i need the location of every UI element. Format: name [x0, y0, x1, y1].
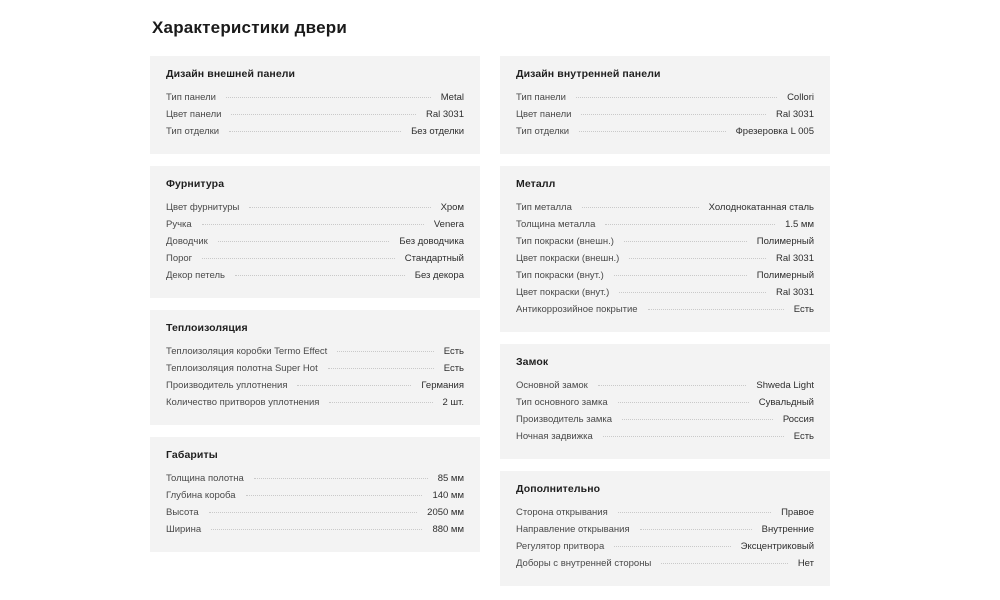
spec-row	[166, 250, 464, 267]
spec-dot-leader	[231, 114, 416, 115]
spec-dot-leader	[235, 275, 405, 276]
spec-row	[516, 411, 814, 428]
spec-label: Тип панели	[516, 92, 566, 103]
spec-dot-leader	[614, 546, 730, 547]
card-metal	[500, 166, 830, 332]
spec-label: Ночная задвижка	[516, 431, 593, 442]
spec-dot-leader	[640, 529, 752, 530]
spec-label: Цвет панели	[166, 109, 222, 120]
spec-row	[166, 377, 464, 394]
spec-value: Нет	[797, 558, 814, 569]
spec-dot-leader	[576, 97, 777, 98]
spec-value: Россия	[782, 414, 814, 425]
spec-dot-leader	[337, 351, 433, 352]
spec-value: Ral 3031	[425, 109, 464, 120]
spec-value: Германия	[421, 380, 464, 391]
spec-dot-leader	[202, 258, 395, 259]
spec-label: Теплоизоляция коробки Termo Effect	[166, 346, 328, 357]
spec-label: Высота	[166, 507, 199, 518]
spec-label: Регулятор притвора	[516, 541, 605, 552]
spec-label: Толщина металла	[516, 219, 596, 230]
specifications-columns	[150, 56, 850, 586]
spec-dot-leader	[598, 385, 747, 386]
spec-row	[516, 199, 814, 216]
spec-dot-leader	[254, 478, 428, 479]
spec-label: Декор петель	[166, 270, 226, 281]
spec-label: Тип металла	[516, 202, 572, 213]
spec-row	[516, 377, 814, 394]
spec-label: Основной замок	[516, 380, 588, 391]
spec-value: Без доводчика	[399, 236, 464, 247]
spec-row	[166, 394, 464, 411]
card-additional	[500, 471, 830, 586]
spec-row	[516, 250, 814, 267]
spec-value: Полимерный	[756, 236, 814, 247]
card-dimensions	[150, 437, 480, 552]
spec-label: Тип покраски (внешн.)	[516, 236, 614, 247]
spec-value: 85 мм	[437, 473, 464, 484]
card-title: Габариты	[166, 449, 218, 461]
spec-value: Venera	[433, 219, 464, 230]
spec-dot-leader	[218, 241, 390, 242]
spec-row	[516, 233, 814, 250]
spec-value: Сувальдный	[758, 397, 814, 408]
left-column	[150, 56, 480, 552]
spec-dot-leader	[581, 114, 766, 115]
spec-row	[516, 216, 814, 233]
spec-row	[516, 394, 814, 411]
spec-value: 880 мм	[432, 524, 464, 535]
spec-value: 2 шт.	[442, 397, 464, 408]
spec-row	[516, 555, 814, 572]
spec-row	[516, 89, 814, 106]
spec-label: Толщина полотна	[166, 473, 244, 484]
spec-label: Цвет покраски (внут.)	[516, 287, 610, 298]
spec-dot-leader	[209, 512, 418, 513]
spec-dot-leader	[579, 131, 725, 132]
spec-dot-leader	[661, 563, 788, 564]
spec-label: Ручка	[166, 219, 192, 230]
spec-row	[516, 504, 814, 521]
card-title: Теплоизоляция	[166, 322, 248, 334]
spec-value: 2050 мм	[427, 507, 464, 518]
spec-dot-leader	[582, 207, 699, 208]
spec-value: Эксцентриковый	[740, 541, 814, 552]
spec-dot-leader	[328, 368, 434, 369]
card-lock	[500, 344, 830, 459]
spec-label: Доборы с внутренней стороны	[516, 558, 652, 569]
spec-value: Правое	[781, 507, 814, 518]
spec-value: Есть	[793, 304, 814, 315]
spec-row	[516, 106, 814, 123]
spec-value: Metal	[440, 92, 464, 103]
right-column	[500, 56, 830, 586]
card-title: Замок	[516, 356, 549, 368]
spec-row	[516, 301, 814, 318]
spec-label: Сторона открывания	[516, 507, 608, 518]
spec-label: Цвет покраски (внешн.)	[516, 253, 620, 264]
spec-value: Ral 3031	[775, 253, 814, 264]
spec-value: Есть	[443, 346, 464, 357]
card-exterior-panel-design	[150, 56, 480, 154]
spec-label: Доводчик	[166, 236, 208, 247]
card-title: Металл	[516, 178, 556, 190]
card-thermal-insulation	[150, 310, 480, 425]
spec-value: Shweda Light	[756, 380, 814, 391]
spec-label: Тип отделки	[516, 126, 570, 137]
spec-row	[166, 470, 464, 487]
spec-row	[166, 343, 464, 360]
spec-dot-leader	[297, 385, 411, 386]
spec-row	[166, 521, 464, 538]
spec-value: Стандартный	[404, 253, 464, 264]
card-title: Фурнитура	[166, 178, 225, 190]
spec-value: Внутренние	[761, 524, 814, 535]
spec-dot-leader	[603, 436, 784, 437]
spec-dot-leader	[211, 529, 422, 530]
spec-label: Тип покраски (внут.)	[516, 270, 604, 281]
spec-label: Производитель уплотнения	[166, 380, 288, 391]
spec-value: Ral 3031	[775, 287, 814, 298]
page-title: Характеристики двери	[152, 18, 347, 37]
spec-dot-leader	[246, 495, 423, 496]
spec-value: Ral 3031	[775, 109, 814, 120]
spec-value: Без отделки	[411, 126, 464, 137]
spec-label: Тип отделки	[166, 126, 220, 137]
card-interior-panel-design	[500, 56, 830, 154]
spec-dot-leader	[249, 207, 430, 208]
spec-row	[166, 106, 464, 123]
spec-row	[516, 538, 814, 555]
spec-value: Без декора	[414, 270, 464, 281]
spec-row	[166, 123, 464, 140]
spec-dot-leader	[622, 419, 773, 420]
spec-value: 1.5 мм	[785, 219, 814, 230]
card-title: Дизайн внутренней панели	[516, 68, 661, 80]
spec-label: Ширина	[166, 524, 202, 535]
spec-row	[516, 123, 814, 140]
spec-label: Цвет фурнитуры	[166, 202, 240, 213]
spec-label: Порог	[166, 253, 193, 264]
spec-label: Цвет панели	[516, 109, 572, 120]
spec-label: Тип панели	[166, 92, 216, 103]
card-hardware	[150, 166, 480, 298]
spec-dot-leader	[629, 258, 766, 259]
spec-row	[516, 267, 814, 284]
spec-dot-leader	[614, 275, 747, 276]
spec-row	[166, 487, 464, 504]
spec-row	[166, 233, 464, 250]
spec-value: Полимерный	[756, 270, 814, 281]
spec-dot-leader	[618, 402, 749, 403]
spec-dot-leader	[226, 97, 431, 98]
card-title: Дизайн внешней панели	[166, 68, 296, 80]
spec-dot-leader	[202, 224, 424, 225]
spec-row	[516, 428, 814, 445]
spec-row	[166, 267, 464, 284]
spec-value: 140 мм	[432, 490, 464, 501]
spec-label: Количество притворов уплотнения	[166, 397, 320, 408]
spec-value: Есть	[443, 363, 464, 374]
spec-dot-leader	[605, 224, 775, 225]
spec-label: Антикоррозийное покрытие	[516, 304, 638, 315]
spec-label: Теплоизоляция полотна Super Hot	[166, 363, 318, 374]
spec-value: Хром	[440, 202, 464, 213]
spec-row	[516, 284, 814, 301]
spec-value: Collori	[787, 92, 814, 103]
spec-dot-leader	[648, 309, 784, 310]
spec-dot-leader	[329, 402, 432, 403]
spec-value: Есть	[793, 431, 814, 442]
spec-row	[516, 521, 814, 538]
spec-dot-leader	[618, 512, 771, 513]
spec-label: Глубина короба	[166, 490, 236, 501]
spec-row	[166, 216, 464, 233]
spec-dot-leader	[619, 292, 766, 293]
spec-row	[166, 199, 464, 216]
card-title: Дополнительно	[516, 483, 601, 495]
spec-label: Производитель замка	[516, 414, 613, 425]
spec-label: Направление открывания	[516, 524, 630, 535]
spec-row	[166, 89, 464, 106]
spec-label: Тип основного замка	[516, 397, 608, 408]
spec-dot-leader	[229, 131, 401, 132]
spec-value: Фрезеровка L 005	[735, 126, 814, 137]
spec-row	[166, 504, 464, 521]
spec-dot-leader	[624, 241, 747, 242]
spec-row	[166, 360, 464, 377]
spec-value: Холоднокатанная сталь	[708, 202, 814, 213]
